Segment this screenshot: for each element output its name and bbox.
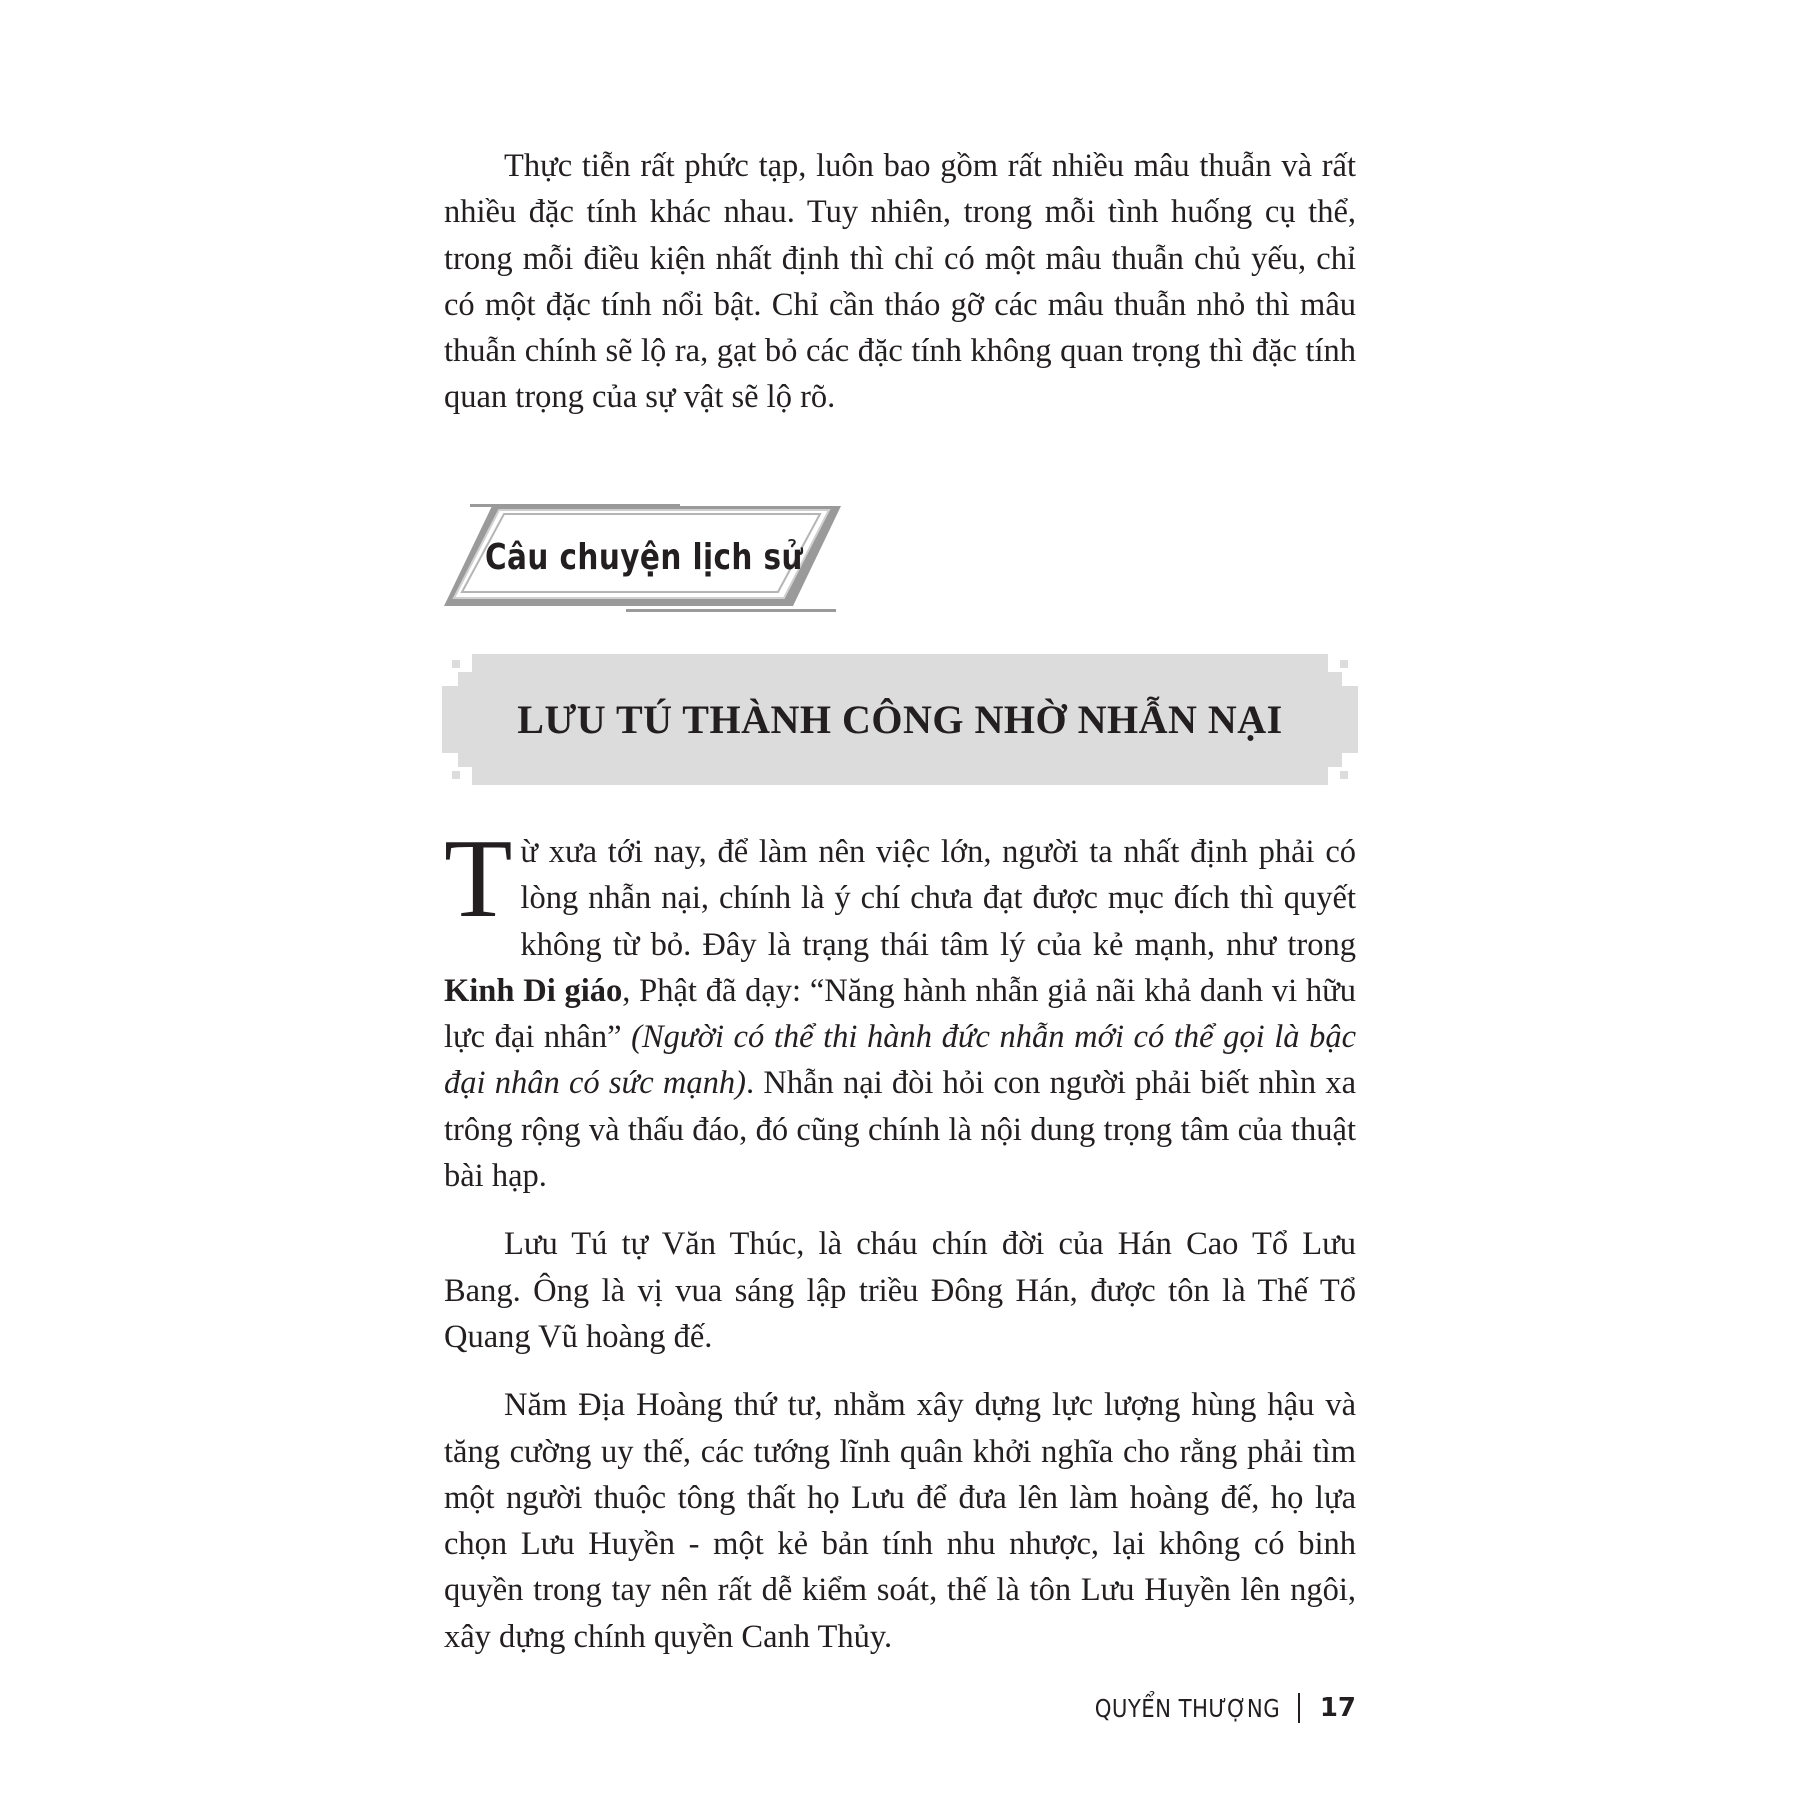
section-label (440, 504, 850, 612)
story-paragraph-1-text-a: ừ xưa tới nay, để làm nên việc lớn, người ta nhất định phải có lòng nhẫn nại, chính là ý chí chưa đạt được mục đích thì quyết không từ bỏ. Đây là trạng thái tâm lý của kẻ mạnh, như trong (520, 834, 1356, 963)
page-number: 17 (1319, 1693, 1356, 1723)
story-section (444, 817, 1357, 1660)
story-paragraph-2: Lưu Tú tự Văn Thúc, là cháu chín đời của Hán Cao Tổ Lưu Bang. Ông là vị vua sáng lập triều Đông Hán, được tôn là Thế Tổ Quang Vũ hoàng đế. (444, 1226, 1356, 1355)
footer-separator (1298, 1693, 1300, 1723)
story-paragraph-1-text-b: , Phật đã dạy: “Năng hành nhẫn giả nãi khả danh vi hữu lực đại nhân” (444, 972, 1356, 1056)
story-paragraph-1-text-c: . Nhẫn nại đòi hỏi con người phải biết nhìn xa trông rộng và thấu đáo, đó cũng chính là nội dung trọng tâm của thuật bài hạp. (444, 1065, 1357, 1195)
intro-paragraph: Thực tiễn rất phức tạp, luôn bao gồm rất nhiều mâu thuẫn và rất nhiều đặc tính khác nhau. Tuy nhiên, trong mỗi tình huống cụ thể, trong mỗi điều kiện nhất định thì chỉ có một mâu thuẫn chủ yếu, chỉ có một đặc tính nổi bật. Chỉ cần tháo gỡ các mâu thuẫn nhỏ thì mâu thuẫn chính sẽ lộ ra, gạt bỏ các đặc tính không quan trọng thì đặc tính quan trọng của sự vật sẽ lộ rõ. (444, 148, 1356, 416)
page-footer (1062, 1693, 1356, 1723)
drop-cap: T (444, 817, 513, 941)
intro-section (444, 143, 1356, 421)
section-label-text: Câu chuyện lịch sử (484, 536, 803, 578)
story-paragraph-1 (444, 817, 1357, 1199)
scripture-title: Kinh Di giáo (444, 972, 623, 1009)
story-paragraph-3: Năm Địa Hoàng thứ tư, nhằm xây dựng lực lượng hùng hậu và tăng cường uy thế, các tướng lĩnh quân khởi nghĩa cho rằng phải tìm một người thuộc tông thất họ Lưu để đưa lên làm hoàng đế, họ lựa chọn Lưu Huyền - một kẻ bản tính nhu nhược, lại không có binh quyền trong tay nên rất dễ kiểm soát, thế là tôn Lưu Huyền lên ngôi, xây dựng chính quyền Canh Thủy. (444, 1387, 1356, 1655)
story-title: LƯU TÚ THÀNH CÔNG NHỜ NHẪN NẠI (517, 697, 1283, 742)
quote-translation: (Người có thể thi hành đức nhẫn mới có thể gọi là bậc đại nhân có sức mạnh) (444, 1019, 1356, 1102)
running-footer-book: QUYỂN THƯỢNG (1094, 1693, 1280, 1723)
story-title-banner (440, 652, 1360, 787)
